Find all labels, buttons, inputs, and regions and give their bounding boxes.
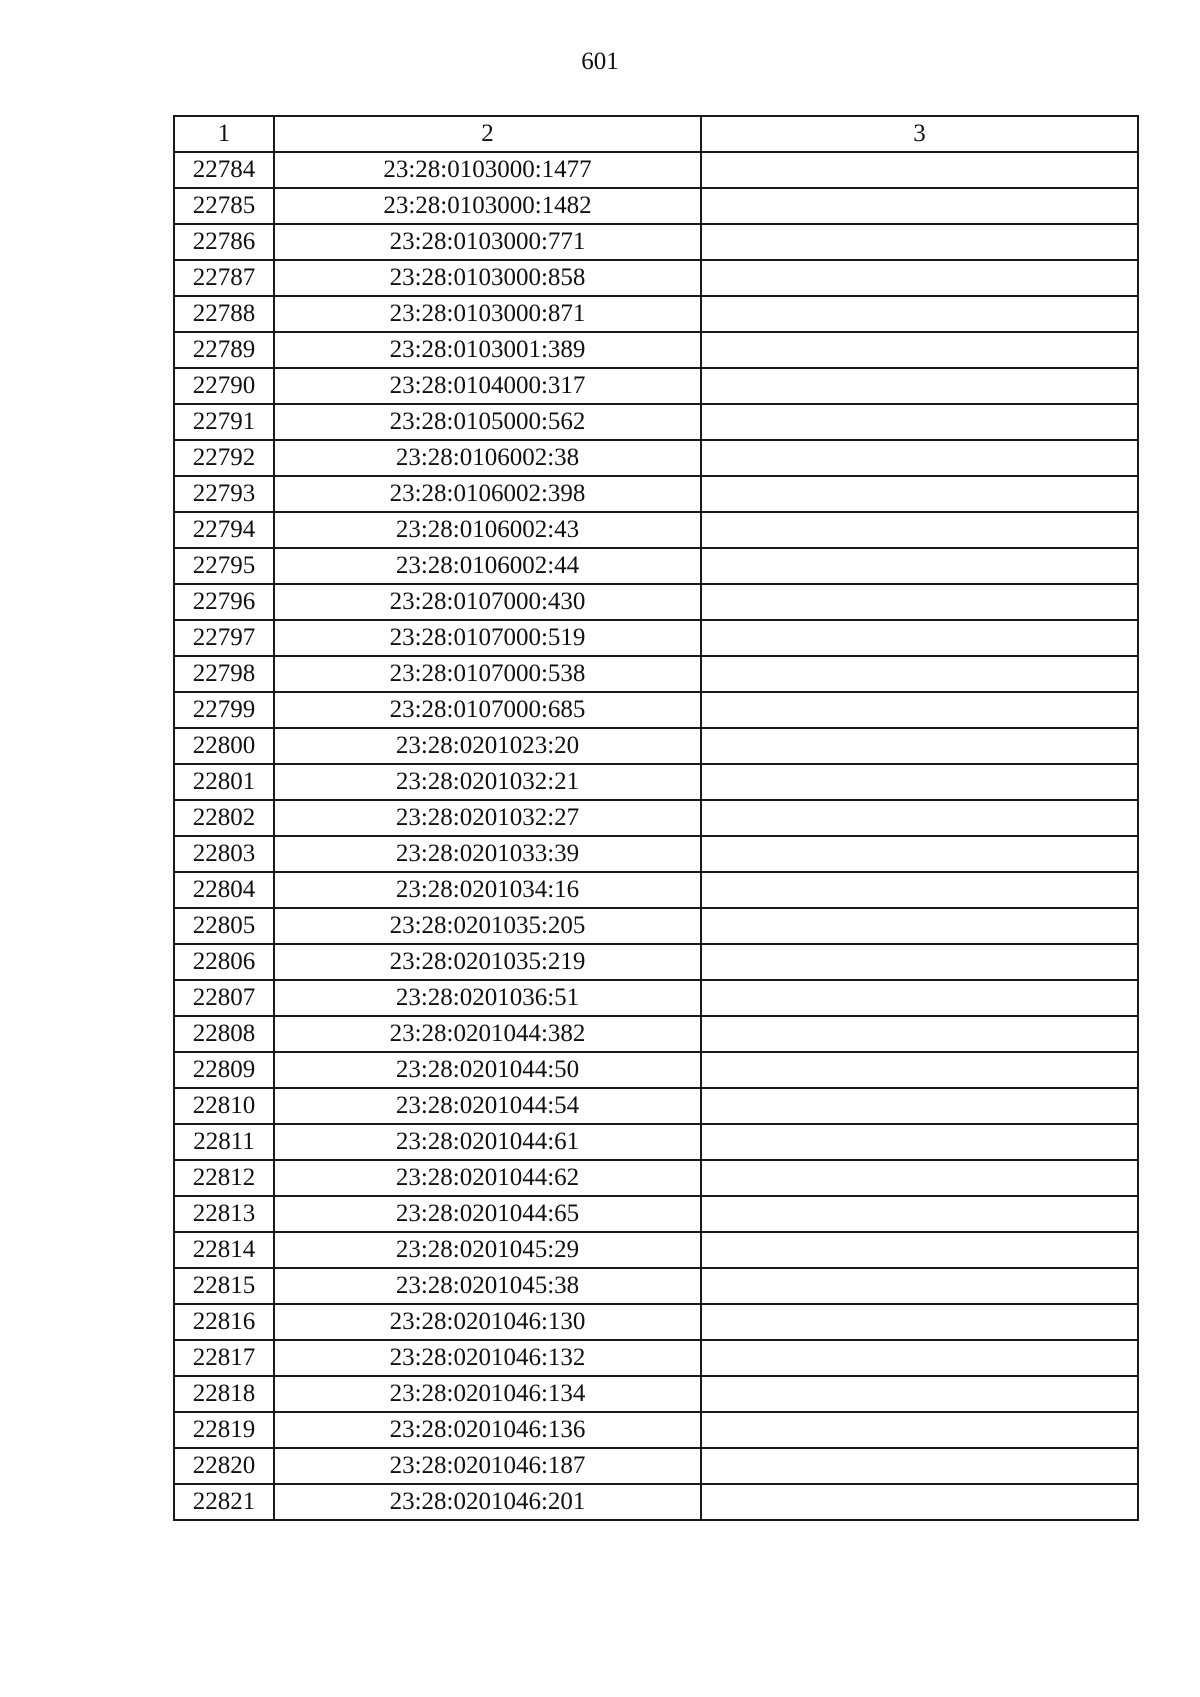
row-number-cell: 22809 (174, 1052, 274, 1088)
note-cell (701, 260, 1138, 296)
note-cell (701, 1124, 1138, 1160)
note-cell (701, 1232, 1138, 1268)
table-row (174, 764, 1138, 800)
table-row (174, 152, 1138, 188)
note-cell (701, 404, 1138, 440)
header-row (174, 116, 1138, 152)
cadastral-number-cell: 23:28:0201046:134 (274, 1376, 701, 1412)
table-row (174, 1340, 1138, 1376)
note-cell (701, 656, 1138, 692)
table-row (174, 836, 1138, 872)
row-number-cell: 22818 (174, 1376, 274, 1412)
table-row (174, 1412, 1138, 1448)
note-cell (701, 296, 1138, 332)
table-row (174, 224, 1138, 260)
header-col-1: 1 (174, 116, 274, 152)
cadastral-number-cell: 23:28:0201034:16 (274, 872, 701, 908)
table-row (174, 332, 1138, 368)
note-cell (701, 980, 1138, 1016)
table-row (174, 440, 1138, 476)
cadastral-number-cell: 23:28:0107000:685 (274, 692, 701, 728)
row-number-cell: 22790 (174, 368, 274, 404)
table-row (174, 1088, 1138, 1124)
table-row (174, 728, 1138, 764)
row-number-cell: 22786 (174, 224, 274, 260)
row-number-cell: 22803 (174, 836, 274, 872)
row-number-cell: 22814 (174, 1232, 274, 1268)
note-cell (701, 800, 1138, 836)
table-row (174, 1304, 1138, 1340)
note-cell (701, 1304, 1138, 1340)
note-cell (701, 1484, 1138, 1520)
table-body (174, 152, 1138, 1520)
row-number-cell: 22784 (174, 152, 274, 188)
note-cell (701, 872, 1138, 908)
cadastral-number-cell: 23:28:0201044:50 (274, 1052, 701, 1088)
note-cell (701, 1340, 1138, 1376)
note-cell (701, 836, 1138, 872)
note-cell (701, 1088, 1138, 1124)
row-number-cell: 22821 (174, 1484, 274, 1520)
table-row (174, 872, 1138, 908)
row-number-cell: 22813 (174, 1196, 274, 1232)
row-number-cell: 22797 (174, 620, 274, 656)
table-row (174, 1376, 1138, 1412)
row-number-cell: 22789 (174, 332, 274, 368)
row-number-cell: 22800 (174, 728, 274, 764)
cadastral-number-cell: 23:28:0201046:201 (274, 1484, 701, 1520)
cadastral-number-cell: 23:28:0107000:538 (274, 656, 701, 692)
header-col-2: 2 (274, 116, 701, 152)
note-cell (701, 692, 1138, 728)
cadastral-number-cell: 23:28:0201044:62 (274, 1160, 701, 1196)
cadastral-number-cell: 23:28:0201036:51 (274, 980, 701, 1016)
table-row (174, 692, 1138, 728)
page-number: 601 (581, 48, 619, 75)
table-row (174, 476, 1138, 512)
cadastral-number-cell: 23:28:0103001:389 (274, 332, 701, 368)
row-number-cell: 22796 (174, 584, 274, 620)
row-number-cell: 22808 (174, 1016, 274, 1052)
cadastral-number-cell: 23:28:0103000:871 (274, 296, 701, 332)
table-row (174, 1160, 1138, 1196)
row-number-cell: 22791 (174, 404, 274, 440)
note-cell (701, 440, 1138, 476)
note-cell (701, 1448, 1138, 1484)
cadastral-number-cell: 23:28:0103000:1477 (274, 152, 701, 188)
row-number-cell: 22795 (174, 548, 274, 584)
table-row (174, 1484, 1138, 1520)
cadastral-table (173, 115, 1139, 1521)
table-row (174, 296, 1138, 332)
cadastral-number-cell: 23:28:0201046:132 (274, 1340, 701, 1376)
note-cell (701, 1412, 1138, 1448)
cadastral-number-cell: 23:28:0103000:771 (274, 224, 701, 260)
note-cell (701, 944, 1138, 980)
cadastral-number-cell: 23:28:0201044:382 (274, 1016, 701, 1052)
note-cell (701, 512, 1138, 548)
cadastral-number-cell: 23:28:0201044:54 (274, 1088, 701, 1124)
cadastral-number-cell: 23:28:0103000:1482 (274, 188, 701, 224)
note-cell (701, 1196, 1138, 1232)
note-cell (701, 764, 1138, 800)
row-number-cell: 22793 (174, 476, 274, 512)
table-row (174, 548, 1138, 584)
note-cell (701, 728, 1138, 764)
cadastral-number-cell: 23:28:0201035:219 (274, 944, 701, 980)
table-row (174, 980, 1138, 1016)
note-cell (701, 1016, 1138, 1052)
row-number-cell: 22810 (174, 1088, 274, 1124)
note-cell (701, 548, 1138, 584)
table-row (174, 620, 1138, 656)
cadastral-number-cell: 23:28:0107000:519 (274, 620, 701, 656)
row-number-cell: 22805 (174, 908, 274, 944)
cadastral-number-cell: 23:28:0201046:187 (274, 1448, 701, 1484)
cadastral-number-cell: 23:28:0201035:205 (274, 908, 701, 944)
row-number-cell: 22788 (174, 296, 274, 332)
table-row (174, 404, 1138, 440)
table-row (174, 260, 1138, 296)
table-row (174, 1196, 1138, 1232)
row-number-cell: 22802 (174, 800, 274, 836)
row-number-cell: 22811 (174, 1124, 274, 1160)
row-number-cell: 22792 (174, 440, 274, 476)
table-row (174, 656, 1138, 692)
note-cell (701, 908, 1138, 944)
table-row (174, 908, 1138, 944)
row-number-cell: 22798 (174, 656, 274, 692)
note-cell (701, 1376, 1138, 1412)
table-row (174, 584, 1138, 620)
cadastral-number-cell: 23:28:0201032:21 (274, 764, 701, 800)
cadastral-number-cell: 23:28:0107000:430 (274, 584, 701, 620)
cadastral-number-cell: 23:28:0201044:65 (274, 1196, 701, 1232)
table-row (174, 1268, 1138, 1304)
cadastral-number-cell: 23:28:0201045:38 (274, 1268, 701, 1304)
row-number-cell: 22816 (174, 1304, 274, 1340)
cadastral-number-cell: 23:28:0104000:317 (274, 368, 701, 404)
row-number-cell: 22819 (174, 1412, 274, 1448)
cadastral-number-cell: 23:28:0103000:858 (274, 260, 701, 296)
cadastral-number-cell: 23:28:0201046:130 (274, 1304, 701, 1340)
note-cell (701, 188, 1138, 224)
table-row (174, 800, 1138, 836)
cadastral-number-cell: 23:28:0201033:39 (274, 836, 701, 872)
note-cell (701, 584, 1138, 620)
table-row (174, 1016, 1138, 1052)
row-number-cell: 22812 (174, 1160, 274, 1196)
table-row (174, 188, 1138, 224)
note-cell (701, 620, 1138, 656)
cadastral-number-cell: 23:28:0106002:398 (274, 476, 701, 512)
table-row (174, 944, 1138, 980)
cadastral-number-cell: 23:28:0201045:29 (274, 1232, 701, 1268)
row-number-cell: 22807 (174, 980, 274, 1016)
row-number-cell: 22787 (174, 260, 274, 296)
note-cell (701, 1160, 1138, 1196)
note-cell (701, 152, 1138, 188)
cadastral-number-cell: 23:28:0201023:20 (274, 728, 701, 764)
table-row (174, 1052, 1138, 1088)
row-number-cell: 22799 (174, 692, 274, 728)
note-cell (701, 1052, 1138, 1088)
row-number-cell: 22794 (174, 512, 274, 548)
cadastral-number-cell: 23:28:0106002:43 (274, 512, 701, 548)
cadastral-number-cell: 23:28:0106002:38 (274, 440, 701, 476)
row-number-cell: 22820 (174, 1448, 274, 1484)
row-number-cell: 22815 (174, 1268, 274, 1304)
cadastral-number-cell: 23:28:0105000:562 (274, 404, 701, 440)
table-header (174, 116, 1138, 152)
row-number-cell: 22804 (174, 872, 274, 908)
row-number-cell: 22785 (174, 188, 274, 224)
table-row (174, 368, 1138, 404)
note-cell (701, 476, 1138, 512)
table-row (174, 1448, 1138, 1484)
header-col-3: 3 (701, 116, 1138, 152)
table-row (174, 1124, 1138, 1160)
table-row (174, 1232, 1138, 1268)
table-row (174, 512, 1138, 548)
note-cell (701, 224, 1138, 260)
cadastral-number-cell: 23:28:0201044:61 (274, 1124, 701, 1160)
row-number-cell: 22817 (174, 1340, 274, 1376)
note-cell (701, 332, 1138, 368)
row-number-cell: 22806 (174, 944, 274, 980)
note-cell (701, 368, 1138, 404)
cadastral-number-cell: 23:28:0201046:136 (274, 1412, 701, 1448)
cadastral-number-cell: 23:28:0201032:27 (274, 800, 701, 836)
cadastral-number-cell: 23:28:0106002:44 (274, 548, 701, 584)
note-cell (701, 1268, 1138, 1304)
row-number-cell: 22801 (174, 764, 274, 800)
